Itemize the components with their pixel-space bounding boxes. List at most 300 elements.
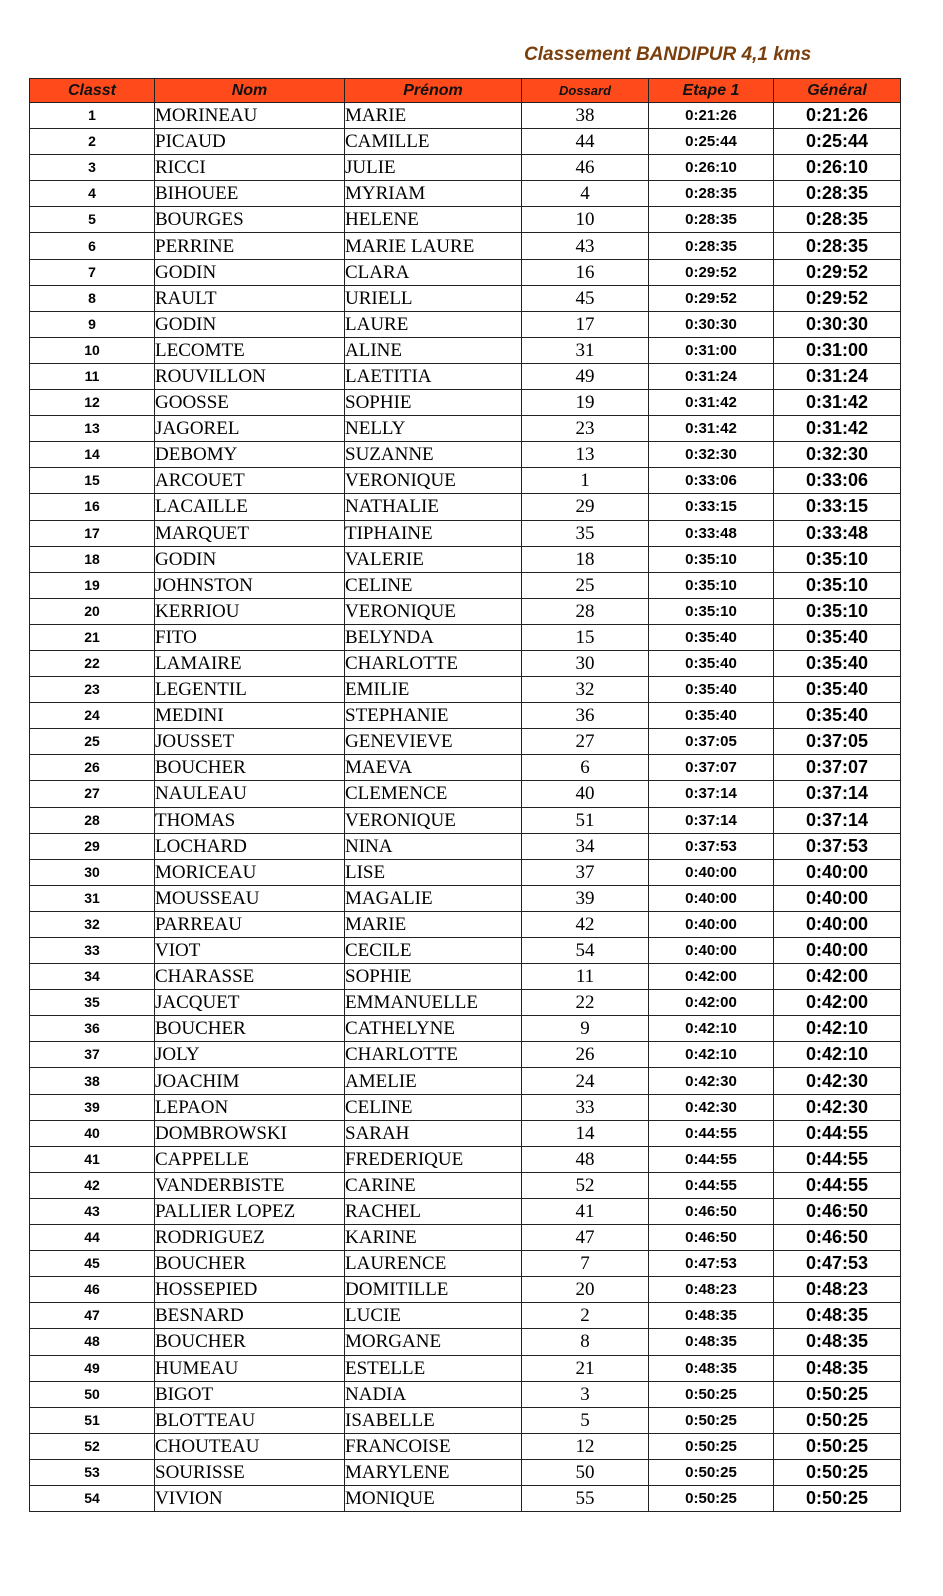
cell-etape1: 0:37:53 <box>649 833 774 859</box>
table-row <box>30 1277 901 1303</box>
table-row <box>30 938 901 964</box>
cell-nom: PERRINE <box>155 233 345 259</box>
cell-dossard: 7 <box>522 1251 649 1277</box>
cell-classt: 29 <box>30 833 155 859</box>
cell-etape1: 0:44:55 <box>649 1120 774 1146</box>
cell-etape1: 0:48:35 <box>649 1303 774 1329</box>
table-row <box>30 624 901 650</box>
column-header-prenom: Prénom <box>345 79 522 103</box>
cell-prenom: MORGANE <box>345 1329 522 1355</box>
cell-general: 0:46:50 <box>774 1225 901 1251</box>
cell-etape1: 0:50:25 <box>649 1459 774 1485</box>
cell-classt: 25 <box>30 729 155 755</box>
cell-nom: GOOSSE <box>155 390 345 416</box>
table-row <box>30 337 901 363</box>
cell-nom: MARQUET <box>155 520 345 546</box>
cell-general: 0:50:25 <box>774 1433 901 1459</box>
cell-general: 0:37:14 <box>774 807 901 833</box>
cell-etape1: 0:33:48 <box>649 520 774 546</box>
cell-general: 0:35:40 <box>774 624 901 650</box>
cell-prenom: NELLY <box>345 416 522 442</box>
cell-nom: MOUSSEAU <box>155 885 345 911</box>
cell-etape1: 0:29:52 <box>649 259 774 285</box>
table-row <box>30 729 901 755</box>
cell-dossard: 4 <box>522 181 649 207</box>
cell-classt: 13 <box>30 416 155 442</box>
cell-prenom: LAURENCE <box>345 1251 522 1277</box>
cell-etape1: 0:50:25 <box>649 1407 774 1433</box>
cell-dossard: 37 <box>522 859 649 885</box>
cell-general: 0:28:35 <box>774 181 901 207</box>
column-header-etape1: Etape 1 <box>649 79 774 103</box>
cell-prenom: STEPHANIE <box>345 703 522 729</box>
cell-etape1: 0:40:00 <box>649 859 774 885</box>
table-row <box>30 363 901 389</box>
cell-dossard: 27 <box>522 729 649 755</box>
cell-dossard: 18 <box>522 546 649 572</box>
cell-etape1: 0:42:10 <box>649 1016 774 1042</box>
table-row <box>30 129 901 155</box>
cell-etape1: 0:35:10 <box>649 572 774 598</box>
cell-classt: 54 <box>30 1485 155 1511</box>
cell-etape1: 0:25:44 <box>649 129 774 155</box>
cell-prenom: FRANCOISE <box>345 1433 522 1459</box>
cell-general: 0:35:40 <box>774 677 901 703</box>
cell-classt: 27 <box>30 781 155 807</box>
cell-prenom: EMMANUELLE <box>345 990 522 1016</box>
cell-dossard: 43 <box>522 233 649 259</box>
table-row <box>30 546 901 572</box>
cell-prenom: CLEMENCE <box>345 781 522 807</box>
cell-dossard: 16 <box>522 259 649 285</box>
cell-dossard: 3 <box>522 1381 649 1407</box>
cell-nom: BLOTTEAU <box>155 1407 345 1433</box>
cell-nom: DEBOMY <box>155 442 345 468</box>
cell-dossard: 23 <box>522 416 649 442</box>
table-row <box>30 1433 901 1459</box>
cell-classt: 46 <box>30 1277 155 1303</box>
cell-prenom: CLARA <box>345 259 522 285</box>
cell-nom: BOUCHER <box>155 1251 345 1277</box>
cell-etape1: 0:35:40 <box>649 703 774 729</box>
cell-general: 0:37:53 <box>774 833 901 859</box>
cell-etape1: 0:50:25 <box>649 1381 774 1407</box>
cell-dossard: 22 <box>522 990 649 1016</box>
cell-etape1: 0:31:24 <box>649 363 774 389</box>
cell-dossard: 54 <box>522 938 649 964</box>
cell-nom: BIGOT <box>155 1381 345 1407</box>
cell-classt: 31 <box>30 885 155 911</box>
table-row <box>30 650 901 676</box>
cell-classt: 48 <box>30 1329 155 1355</box>
cell-nom: BOUCHER <box>155 1016 345 1042</box>
cell-nom: THOMAS <box>155 807 345 833</box>
cell-general: 0:48:23 <box>774 1277 901 1303</box>
cell-prenom: VERONIQUE <box>345 598 522 624</box>
cell-prenom: VERONIQUE <box>345 807 522 833</box>
cell-classt: 6 <box>30 233 155 259</box>
cell-classt: 33 <box>30 938 155 964</box>
cell-etape1: 0:33:06 <box>649 468 774 494</box>
cell-classt: 2 <box>30 129 155 155</box>
cell-dossard: 31 <box>522 337 649 363</box>
cell-prenom: CHARLOTTE <box>345 1042 522 1068</box>
cell-prenom: VALERIE <box>345 546 522 572</box>
cell-prenom: EMILIE <box>345 677 522 703</box>
table-row <box>30 1303 901 1329</box>
cell-nom: BOUCHER <box>155 1329 345 1355</box>
cell-prenom: MAGALIE <box>345 885 522 911</box>
cell-classt: 3 <box>30 155 155 181</box>
cell-etape1: 0:46:50 <box>649 1198 774 1224</box>
cell-classt: 7 <box>30 259 155 285</box>
cell-etape1: 0:28:35 <box>649 207 774 233</box>
cell-general: 0:31:24 <box>774 363 901 389</box>
cell-nom: PARREAU <box>155 911 345 937</box>
cell-etape1: 0:35:40 <box>649 677 774 703</box>
cell-dossard: 45 <box>522 285 649 311</box>
cell-general: 0:48:35 <box>774 1355 901 1381</box>
cell-dossard: 13 <box>522 442 649 468</box>
cell-nom: JOACHIM <box>155 1068 345 1094</box>
table-row <box>30 990 901 1016</box>
cell-general: 0:48:35 <box>774 1329 901 1355</box>
cell-dossard: 50 <box>522 1459 649 1485</box>
cell-classt: 17 <box>30 520 155 546</box>
cell-classt: 51 <box>30 1407 155 1433</box>
cell-nom: JOLY <box>155 1042 345 1068</box>
cell-etape1: 0:40:00 <box>649 938 774 964</box>
cell-classt: 53 <box>30 1459 155 1485</box>
cell-classt: 52 <box>30 1433 155 1459</box>
cell-dossard: 6 <box>522 755 649 781</box>
cell-prenom: CELINE <box>345 1094 522 1120</box>
cell-general: 0:40:00 <box>774 911 901 937</box>
cell-prenom: AMELIE <box>345 1068 522 1094</box>
cell-general: 0:32:30 <box>774 442 901 468</box>
cell-dossard: 15 <box>522 624 649 650</box>
cell-etape1: 0:44:55 <box>649 1146 774 1172</box>
cell-classt: 39 <box>30 1094 155 1120</box>
cell-prenom: CHARLOTTE <box>345 650 522 676</box>
cell-dossard: 14 <box>522 1120 649 1146</box>
table-row <box>30 259 901 285</box>
cell-dossard: 21 <box>522 1355 649 1381</box>
header-row <box>30 79 901 103</box>
cell-general: 0:48:35 <box>774 1303 901 1329</box>
table-row <box>30 911 901 937</box>
cell-dossard: 47 <box>522 1225 649 1251</box>
cell-dossard: 34 <box>522 833 649 859</box>
cell-nom: MEDINI <box>155 703 345 729</box>
cell-nom: PALLIER LOPEZ <box>155 1198 345 1224</box>
cell-dossard: 25 <box>522 572 649 598</box>
table-row <box>30 859 901 885</box>
cell-etape1: 0:37:14 <box>649 807 774 833</box>
cell-general: 0:50:25 <box>774 1381 901 1407</box>
cell-general: 0:31:42 <box>774 416 901 442</box>
table-row <box>30 1016 901 1042</box>
cell-etape1: 0:42:30 <box>649 1094 774 1120</box>
cell-nom: BIHOUEE <box>155 181 345 207</box>
cell-nom: GODIN <box>155 311 345 337</box>
cell-classt: 35 <box>30 990 155 1016</box>
cell-general: 0:35:10 <box>774 598 901 624</box>
cell-general: 0:44:55 <box>774 1146 901 1172</box>
cell-prenom: MARIE LAURE <box>345 233 522 259</box>
cell-prenom: MYRIAM <box>345 181 522 207</box>
cell-classt: 4 <box>30 181 155 207</box>
table-row <box>30 181 901 207</box>
cell-nom: NAULEAU <box>155 781 345 807</box>
cell-prenom: LUCIE <box>345 1303 522 1329</box>
cell-nom: CHOUTEAU <box>155 1433 345 1459</box>
cell-classt: 30 <box>30 859 155 885</box>
cell-prenom: RACHEL <box>345 1198 522 1224</box>
cell-classt: 10 <box>30 337 155 363</box>
cell-dossard: 49 <box>522 363 649 389</box>
cell-nom: HUMEAU <box>155 1355 345 1381</box>
table-row <box>30 207 901 233</box>
cell-classt: 16 <box>30 494 155 520</box>
table-row <box>30 1329 901 1355</box>
cell-general: 0:44:55 <box>774 1172 901 1198</box>
cell-prenom: CARINE <box>345 1172 522 1198</box>
cell-classt: 26 <box>30 755 155 781</box>
cell-general: 0:28:35 <box>774 207 901 233</box>
cell-prenom: BELYNDA <box>345 624 522 650</box>
cell-classt: 32 <box>30 911 155 937</box>
page-title: Classement BANDIPUR 4,1 kms <box>524 44 812 65</box>
cell-general: 0:31:00 <box>774 337 901 363</box>
table-row <box>30 311 901 337</box>
cell-nom: LAMAIRE <box>155 650 345 676</box>
cell-dossard: 40 <box>522 781 649 807</box>
cell-dossard: 33 <box>522 1094 649 1120</box>
table-row <box>30 1120 901 1146</box>
cell-etape1: 0:48:35 <box>649 1355 774 1381</box>
cell-etape1: 0:31:00 <box>649 337 774 363</box>
table-row <box>30 1381 901 1407</box>
table-row <box>30 755 901 781</box>
cell-etape1: 0:29:52 <box>649 285 774 311</box>
table-row <box>30 833 901 859</box>
cell-general: 0:42:00 <box>774 990 901 1016</box>
cell-general: 0:35:40 <box>774 650 901 676</box>
cell-dossard: 9 <box>522 1016 649 1042</box>
cell-etape1: 0:46:50 <box>649 1225 774 1251</box>
cell-general: 0:50:25 <box>774 1485 901 1511</box>
cell-etape1: 0:32:30 <box>649 442 774 468</box>
cell-general: 0:47:53 <box>774 1251 901 1277</box>
cell-general: 0:42:00 <box>774 964 901 990</box>
cell-classt: 21 <box>30 624 155 650</box>
cell-prenom: SOPHIE <box>345 390 522 416</box>
cell-dossard: 39 <box>522 885 649 911</box>
cell-nom: LOCHARD <box>155 833 345 859</box>
cell-etape1: 0:42:30 <box>649 1068 774 1094</box>
cell-dossard: 1 <box>522 468 649 494</box>
cell-nom: LEPAON <box>155 1094 345 1120</box>
cell-prenom: GENEVIEVE <box>345 729 522 755</box>
table-row <box>30 1225 901 1251</box>
cell-nom: RICCI <box>155 155 345 181</box>
cell-classt: 41 <box>30 1146 155 1172</box>
cell-dossard: 12 <box>522 1433 649 1459</box>
cell-etape1: 0:26:10 <box>649 155 774 181</box>
cell-prenom: SARAH <box>345 1120 522 1146</box>
cell-general: 0:25:44 <box>774 129 901 155</box>
cell-general: 0:29:52 <box>774 259 901 285</box>
cell-nom: ROUVILLON <box>155 363 345 389</box>
cell-nom: KERRIOU <box>155 598 345 624</box>
cell-etape1: 0:33:15 <box>649 494 774 520</box>
cell-nom: JACQUET <box>155 990 345 1016</box>
table-row <box>30 1407 901 1433</box>
cell-general: 0:26:10 <box>774 155 901 181</box>
cell-prenom: DOMITILLE <box>345 1277 522 1303</box>
cell-dossard: 5 <box>522 1407 649 1433</box>
cell-nom: MORICEAU <box>155 859 345 885</box>
cell-nom: VIVION <box>155 1485 345 1511</box>
cell-general: 0:50:25 <box>774 1459 901 1485</box>
cell-nom: GODIN <box>155 546 345 572</box>
cell-classt: 18 <box>30 546 155 572</box>
table-row <box>30 390 901 416</box>
cell-prenom: TIPHAINE <box>345 520 522 546</box>
table-row <box>30 1068 901 1094</box>
cell-classt: 28 <box>30 807 155 833</box>
cell-dossard: 32 <box>522 677 649 703</box>
cell-classt: 12 <box>30 390 155 416</box>
cell-general: 0:40:00 <box>774 938 901 964</box>
cell-classt: 50 <box>30 1381 155 1407</box>
table-row <box>30 1355 901 1381</box>
table-row <box>30 442 901 468</box>
cell-classt: 24 <box>30 703 155 729</box>
cell-etape1: 0:48:23 <box>649 1277 774 1303</box>
cell-etape1: 0:47:53 <box>649 1251 774 1277</box>
cell-general: 0:37:14 <box>774 781 901 807</box>
cell-general: 0:37:07 <box>774 755 901 781</box>
cell-dossard: 8 <box>522 1329 649 1355</box>
cell-nom: VANDERBISTE <box>155 1172 345 1198</box>
column-header-nom: Nom <box>155 79 345 103</box>
table-row <box>30 807 901 833</box>
cell-classt: 47 <box>30 1303 155 1329</box>
cell-classt: 38 <box>30 1068 155 1094</box>
table-row <box>30 677 901 703</box>
table-row <box>30 1094 901 1120</box>
cell-etape1: 0:21:26 <box>649 103 774 129</box>
table-row <box>30 494 901 520</box>
cell-general: 0:42:10 <box>774 1042 901 1068</box>
cell-etape1: 0:42:00 <box>649 990 774 1016</box>
cell-prenom: FREDERIQUE <box>345 1146 522 1172</box>
cell-etape1: 0:35:40 <box>649 650 774 676</box>
table-row <box>30 285 901 311</box>
cell-nom: JOUSSET <box>155 729 345 755</box>
cell-classt: 20 <box>30 598 155 624</box>
cell-nom: CHARASSE <box>155 964 345 990</box>
table-row <box>30 1198 901 1224</box>
cell-etape1: 0:44:55 <box>649 1172 774 1198</box>
cell-nom: LEGENTIL <box>155 677 345 703</box>
cell-classt: 36 <box>30 1016 155 1042</box>
table-row <box>30 1485 901 1511</box>
cell-dossard: 20 <box>522 1277 649 1303</box>
cell-general: 0:40:00 <box>774 885 901 911</box>
cell-nom: FITO <box>155 624 345 650</box>
cell-nom: GODIN <box>155 259 345 285</box>
cell-etape1: 0:35:10 <box>649 598 774 624</box>
cell-prenom: MARYLENE <box>345 1459 522 1485</box>
table-row <box>30 103 901 129</box>
cell-dossard: 46 <box>522 155 649 181</box>
cell-general: 0:21:26 <box>774 103 901 129</box>
cell-general: 0:37:05 <box>774 729 901 755</box>
cell-etape1: 0:35:10 <box>649 546 774 572</box>
table-row <box>30 1459 901 1485</box>
cell-etape1: 0:37:14 <box>649 781 774 807</box>
cell-dossard: 11 <box>522 964 649 990</box>
cell-nom: JOHNSTON <box>155 572 345 598</box>
cell-prenom: NADIA <box>345 1381 522 1407</box>
cell-etape1: 0:50:25 <box>649 1485 774 1511</box>
cell-general: 0:29:52 <box>774 285 901 311</box>
table-row <box>30 1042 901 1068</box>
cell-dossard: 10 <box>522 207 649 233</box>
cell-nom: CAPPELLE <box>155 1146 345 1172</box>
cell-dossard: 41 <box>522 1198 649 1224</box>
cell-nom: RAULT <box>155 285 345 311</box>
cell-dossard: 30 <box>522 650 649 676</box>
cell-general: 0:35:10 <box>774 546 901 572</box>
cell-etape1: 0:35:40 <box>649 624 774 650</box>
cell-classt: 19 <box>30 572 155 598</box>
cell-dossard: 19 <box>522 390 649 416</box>
cell-prenom: MONIQUE <box>345 1485 522 1511</box>
cell-dossard: 38 <box>522 103 649 129</box>
cell-nom: BESNARD <box>155 1303 345 1329</box>
column-header-general: Général <box>774 79 901 103</box>
cell-general: 0:42:30 <box>774 1068 901 1094</box>
cell-general: 0:42:10 <box>774 1016 901 1042</box>
cell-dossard: 42 <box>522 911 649 937</box>
cell-general: 0:33:48 <box>774 520 901 546</box>
cell-dossard: 35 <box>522 520 649 546</box>
cell-dossard: 29 <box>522 494 649 520</box>
cell-nom: BOURGES <box>155 207 345 233</box>
cell-nom: MORINEAU <box>155 103 345 129</box>
cell-nom: LECOMTE <box>155 337 345 363</box>
cell-dossard: 24 <box>522 1068 649 1094</box>
cell-general: 0:33:06 <box>774 468 901 494</box>
cell-classt: 44 <box>30 1225 155 1251</box>
cell-prenom: SOPHIE <box>345 964 522 990</box>
cell-classt: 42 <box>30 1172 155 1198</box>
cell-classt: 22 <box>30 650 155 676</box>
cell-prenom: CECILE <box>345 938 522 964</box>
table-row <box>30 572 901 598</box>
table-row <box>30 703 901 729</box>
cell-general: 0:31:42 <box>774 390 901 416</box>
cell-classt: 11 <box>30 363 155 389</box>
table-row <box>30 155 901 181</box>
table-row <box>30 416 901 442</box>
cell-nom: JAGOREL <box>155 416 345 442</box>
cell-etape1: 0:40:00 <box>649 911 774 937</box>
